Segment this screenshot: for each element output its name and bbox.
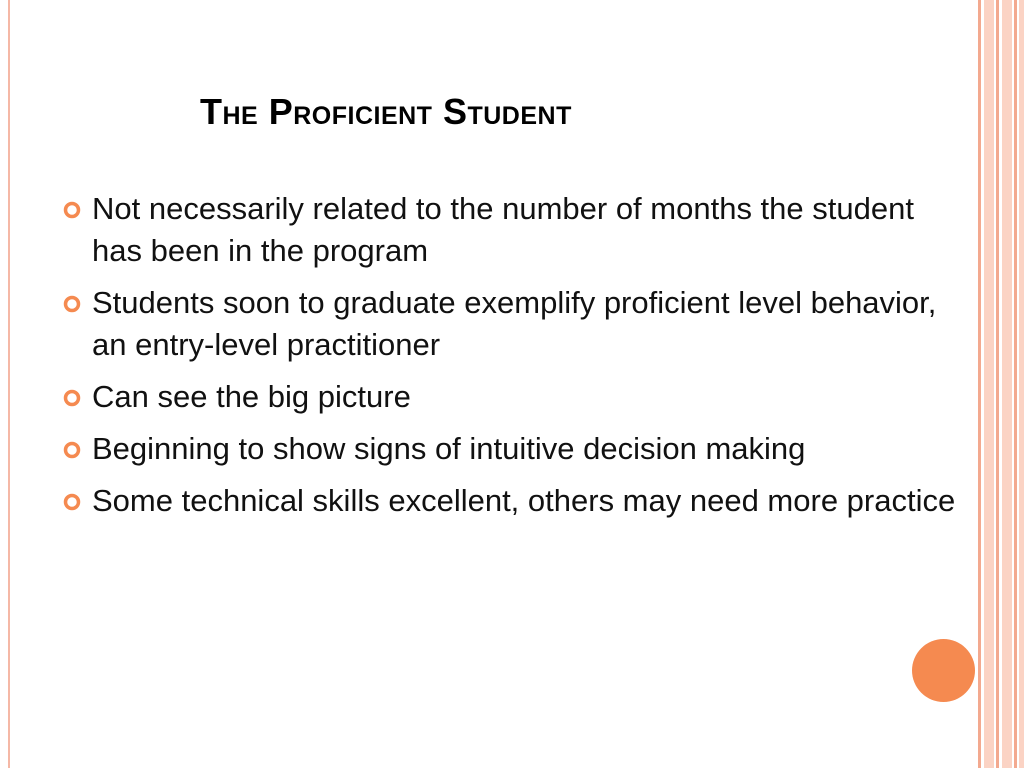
bullet-item <box>60 188 960 272</box>
hollow-circle-bullet-icon <box>63 295 81 313</box>
hollow-circle-bullet-icon <box>63 201 81 219</box>
hollow-circle-bullet-icon <box>63 493 81 511</box>
bullet-item <box>60 282 960 366</box>
hollow-circle-bullet-icon <box>63 441 81 459</box>
bullet-item <box>60 428 960 470</box>
right-decorative-stripes <box>978 0 1024 768</box>
bullet-text: Some technical skills excellent, others may need more practice <box>92 483 956 518</box>
left-border-line <box>8 0 10 768</box>
bullet-text: Students soon to graduate exemplify proficient level behavior, an entry-level practitioner <box>92 285 937 362</box>
bullet-list <box>60 188 960 532</box>
bullet-item <box>60 376 960 418</box>
slide-title: The Proficient Student <box>200 91 572 132</box>
bullet-text: Beginning to show signs of intuitive decision making <box>92 431 806 466</box>
bullet-text: Can see the big picture <box>92 379 411 414</box>
bullet-text: Not necessarily related to the number of months the student has been in the program <box>92 191 914 268</box>
bullet-item <box>60 480 960 522</box>
orange-accent-circle <box>912 639 975 702</box>
hollow-circle-bullet-icon <box>63 389 81 407</box>
